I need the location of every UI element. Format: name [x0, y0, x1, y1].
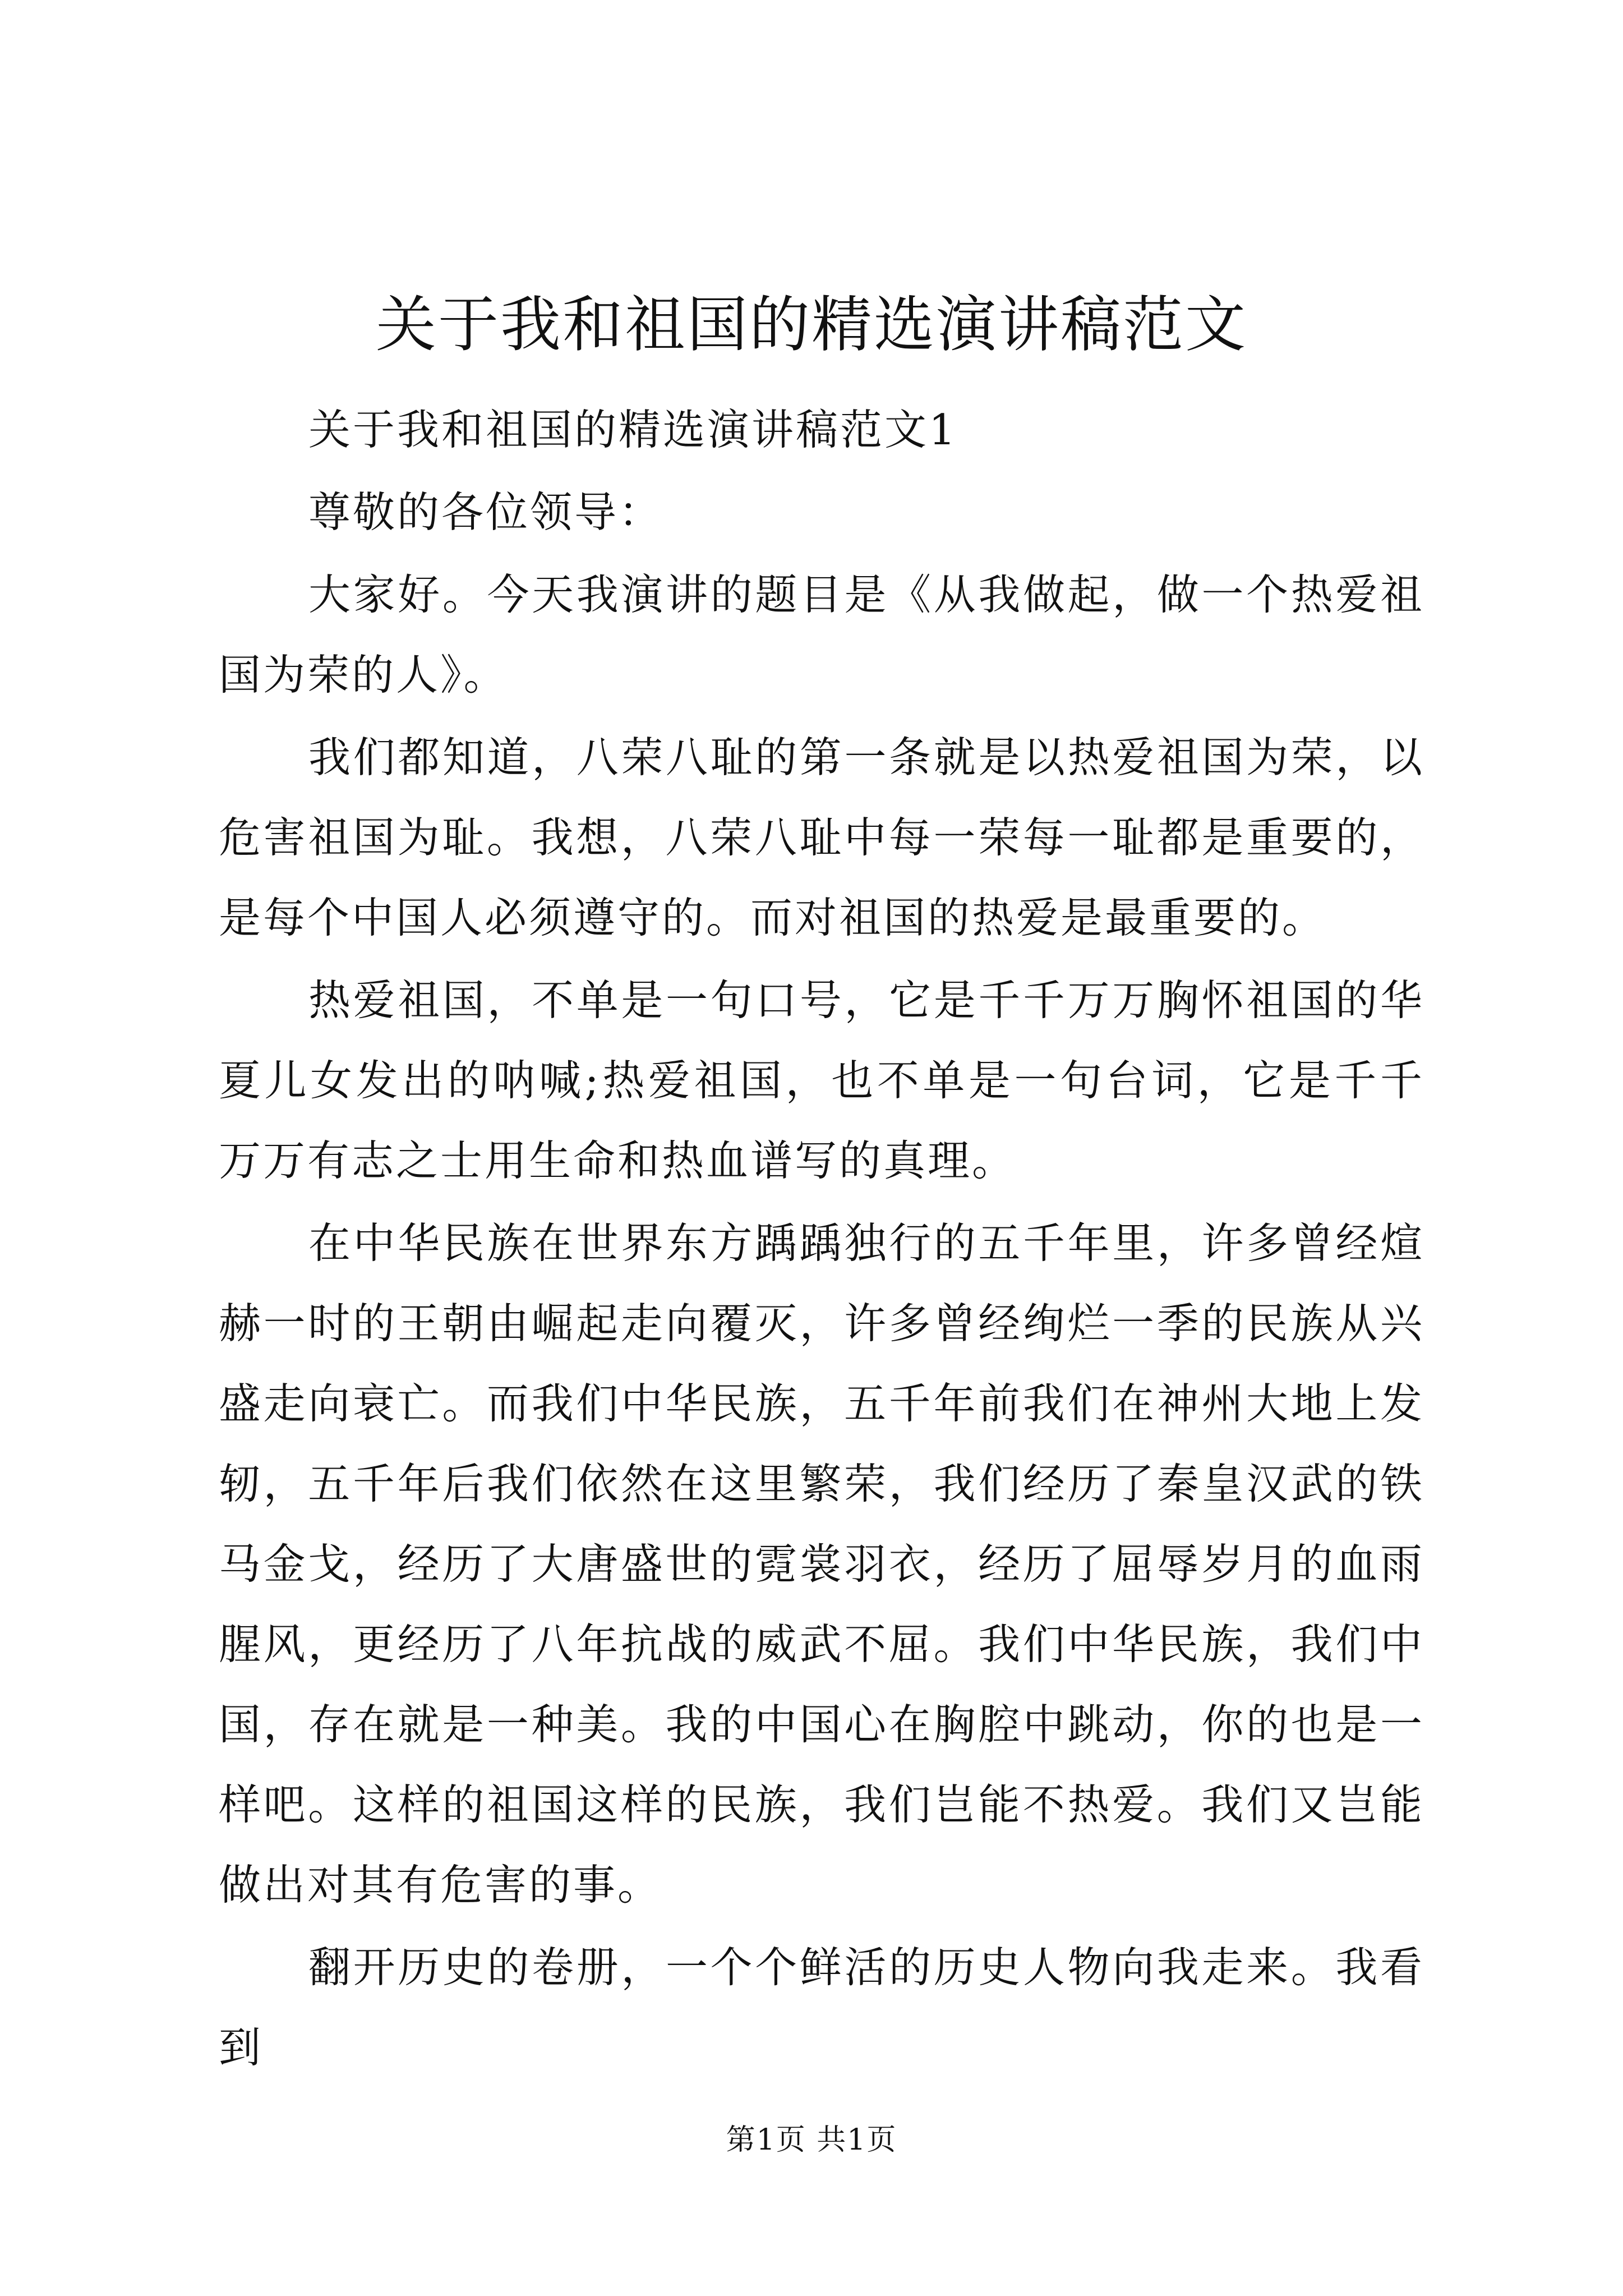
body-paragraph: 在中华民族在世界东方踽踽独行的五千年里，许多曾经煊赫一时的王朝由崛起走向覆灭，许多曾经绚烂一季的民族从兴盛走向衰亡。而我们中华民族，五千年前我们在神州大地上发轫，五千年后我们依然在这里繁荣，我们经历了秦皇汉武的铁马金戈，经历了大唐盛世的霓裳羽衣，经历了屈辱岁月的血雨腥风，更经历了八年抗战的威武不屈。我们中华民族，我们中国，存在就是一种美。我的中国心在胸腔中跳动，你的也是一样吧。这样的祖国这样的民族，我们岂能不热爱。我们又岂能做出对其有危害的事。 — [219, 1218, 1424, 1910]
body-paragraph: 翻开历史的卷册，一个个鲜活的历史人物向我走来。我看到 — [219, 1943, 1424, 2072]
body-paragraph: 热爱祖国，不单是一句口号，它是千千万万胸怀祖国的华夏儿女发出的呐喊;热爱祖国，也不单是一句台词，它是千千万万有志之士用生命和热血谱写的真理。 — [219, 976, 1424, 1185]
section-heading: 关于我和祖国的精选演讲稿范文1 — [308, 405, 958, 454]
body-paragraph: 我们都知道，八荣八耻的第一条就是以热爱祖国为荣，以危害祖国为耻。我想，八荣八耻中每一荣每一耻都是重要的，是每个中国人必须遵守的。而对祖国的热爱是最重要的。 — [219, 733, 1424, 942]
salutation: 尊敬的各位领导： — [308, 487, 663, 537]
document-body — [219, 390, 1424, 2090]
page-number-footer: 第1页 共1页 — [726, 2123, 897, 2157]
body-paragraph: 大家好。今天我演讲的题目是《从我做起，做一个热爱祖国为荣的人》。 — [219, 570, 1424, 700]
document-title: 关于我和祖国的精选演讲稿范文 — [375, 290, 1247, 360]
